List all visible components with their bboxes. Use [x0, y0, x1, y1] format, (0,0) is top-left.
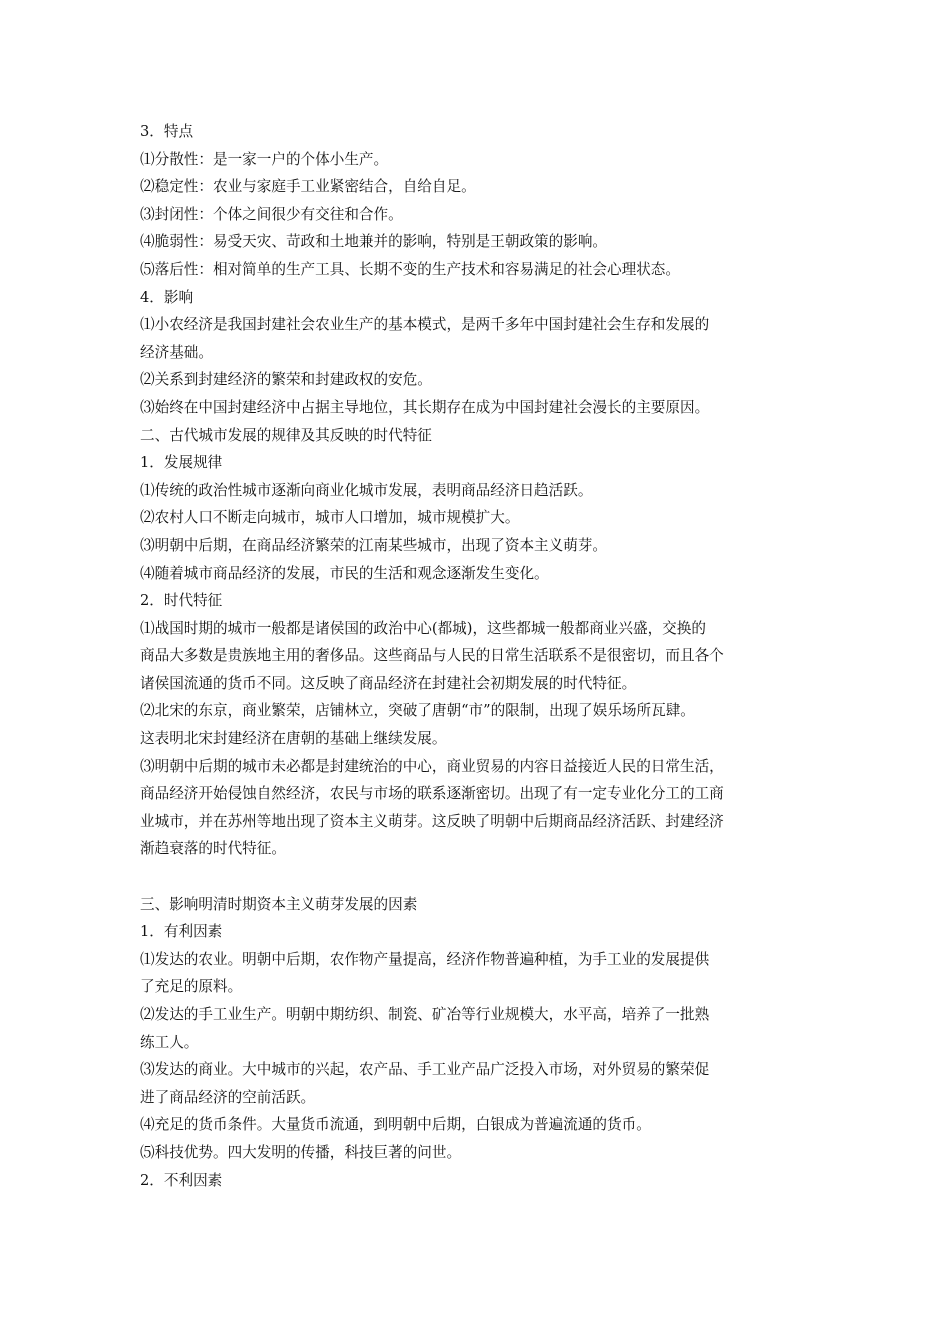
factor-item-2-line-1: ⑵发达的手工业生产。明朝中期纺织、制瓷、矿冶等行业规模大，水平高，培养了一批熟: [140, 1006, 710, 1023]
factor-item-1-line-1: ⑴发达的农业。明朝中后期，农作物产量提高，经济作物普遍种植，为手工业的发展提供: [140, 950, 710, 968]
influence-item-3: ⑶始终在中国封建经济中占据主导地位，其长期存在成为中国封建社会漫长的主要原因。: [140, 398, 710, 416]
feature-item-2: ⑵稳定性：农业与家庭手工业紧密结合，自给自足。: [140, 178, 476, 196]
factor-item-5: ⑸科技优势。四大发明的传播，科技巨著的问世。: [140, 1143, 462, 1161]
rule-item-4: ⑷随着城市商品经济的发展，市民的生活和观念逐渐发生变化。: [140, 564, 549, 582]
influence-item-1-line-1: ⑴小农经济是我国封建社会农业生产的基本模式，是两千多年中国封建社会生存和发展的: [140, 316, 710, 334]
era-item-3-line-2: 商品经济开始侵蚀自然经济，农民与市场的联系逐渐密切。出现了有一定专业化分工的工商: [140, 785, 724, 803]
era-item-1-line-2: 商品大多数是贵族地主用的奢侈品。这些商品与人民的日常生活联系不是很密切，而且各个: [140, 647, 724, 665]
influence-item-1-line-2: 经济基础。: [140, 343, 213, 361]
rule-item-3: ⑶明朝中后期，在商品经济繁荣的江南某些城市，出现了资本主义萌芽。: [140, 536, 608, 554]
factor-item-3-line-2: 进了商品经济的空前活跃。: [140, 1088, 316, 1106]
heading-unfavorable-factors: 2．不利因素: [140, 1171, 223, 1189]
era-item-1-line-3: 诸侯国流通的货币不同。这反映了商品经济在封建社会初期发展的时代特征。: [140, 674, 637, 692]
era-item-3-line-3: 业城市，并在苏州等地出现了资本主义萌芽。这反映了明朝中后期商品经济活跃、封建经济: [140, 812, 724, 830]
factor-item-1-line-2: 了充足的原料。: [140, 978, 243, 996]
rule-item-2: ⑵农村人口不断走向城市，城市人口增加，城市规模扩大。: [140, 509, 520, 527]
era-item-2-line-1: ⑵北宋的东京，商业繁荣，店铺林立，突破了唐朝“市”的限制，出现了娱乐场所瓦肆。: [140, 702, 695, 720]
heading-features: 3．特点: [140, 123, 194, 140]
factor-item-4: ⑷充足的货币条件。大量货币流通，到明朝中后期，白银成为普遍流通的货币。: [140, 1116, 651, 1134]
blank-line: [140, 863, 812, 891]
heading-development-rules: 1．发展规律: [140, 454, 223, 472]
section-heading-2: 二、古代城市发展的规律及其反映的时代特征: [140, 426, 432, 444]
feature-item-3: ⑶封闭性：个体之间很少有交往和合作。: [140, 205, 403, 223]
era-item-1-line-1: ⑴战国时期的城市一般都是诸侯国的政治中心(都城)，这些都城一般都商业兴盛，交换的: [140, 619, 706, 637]
factor-item-2-line-2: 练工人。: [140, 1033, 199, 1051]
document-page: [140, 118, 812, 1194]
heading-favorable-factors: 1．有利因素: [140, 923, 223, 941]
section-heading-3: 三、影响明清时期资本主义萌芽发展的因素: [140, 895, 418, 913]
era-item-3-line-1: ⑶明朝中后期的城市未必都是封建统治的中心，商业贸易的内容日益接近人民的日常生活，: [140, 757, 724, 775]
rule-item-1: ⑴传统的政治性城市逐渐向商业化城市发展，表明商品经济日趋活跃。: [140, 481, 593, 499]
feature-item-5: ⑸落后性：相对简单的生产工具、长期不变的生产技术和容易满足的社会心理状态。: [140, 260, 680, 278]
feature-item-4: ⑷脆弱性：易受天灾、苛政和土地兼并的影响，特别是王朝政策的影响。: [140, 233, 608, 251]
influence-item-2: ⑵关系到封建经济的繁荣和封建政权的安危。: [140, 371, 432, 389]
era-item-3-line-4: 渐趋衰落的时代特征。: [140, 840, 286, 858]
feature-item-1: ⑴分散性：是一家一户的个体小生产。: [140, 150, 389, 168]
heading-era-features: 2．时代特征: [140, 592, 223, 610]
heading-influence: 4．影响: [140, 288, 194, 306]
era-item-2-line-2: 这表明北宋封建经济在唐朝的基础上继续发展。: [140, 730, 447, 748]
factor-item-3-line-1: ⑶发达的商业。大中城市的兴起，农产品、手工业产品广泛投入市场，对外贸易的繁荣促: [140, 1061, 710, 1079]
